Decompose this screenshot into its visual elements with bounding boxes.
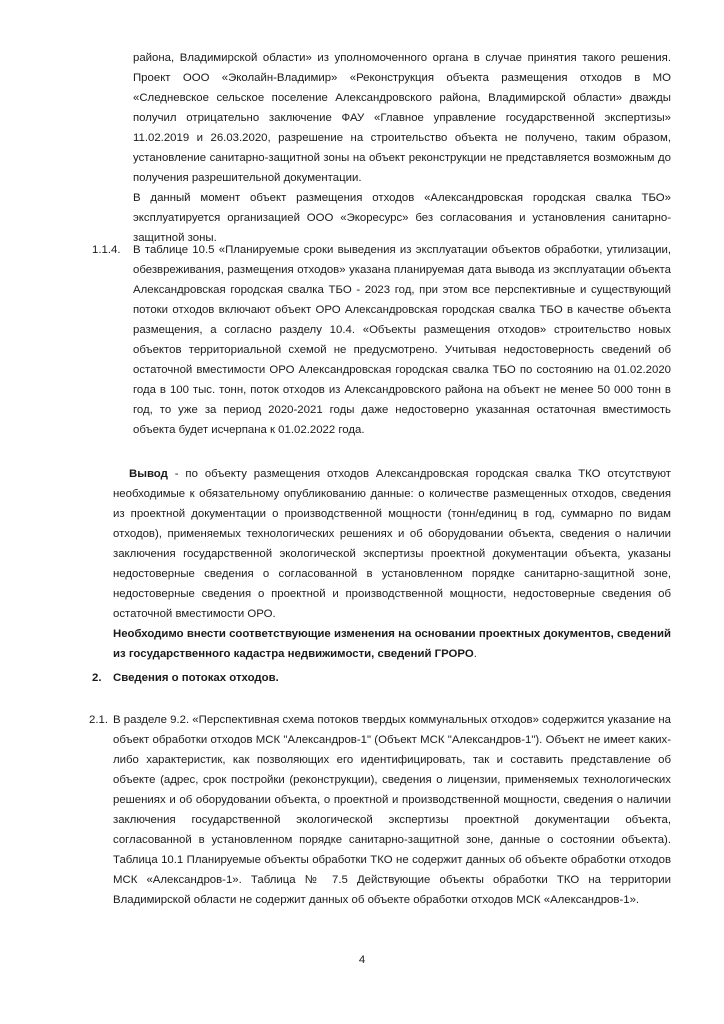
conclusion-bold-text: Необходимо внести соответствующие изменения на основании проектных документов, сведений из государственного кадастра недвижимости, сведений ГРОРО <box>113 628 671 660</box>
conclusion-block <box>113 464 671 664</box>
intro-block <box>133 48 671 248</box>
conclusion-text: - по объекту размещения отходов Александровская городская свалка ТКО отсутствуют необходимые к обязательному опубликованию данные: о количестве размещенных отходов, сведения из проектной документации о производственной мощности (тонн/единиц в год, суммарно по видам отходов), применяемых технологических решениях и об оборудовании объекта, сведения о наличии заключения государственной экологической экспертизы проектной документации объекта, указаны недостоверные сведения о согласованной в установленном порядке санитарно-защитной зоне, недостоверные сведения о проектной и производственной мощности, недостоверные сведения об остаточной вместимости ОРО. <box>113 468 671 620</box>
item-text: В таблице 10.5 «Планируемые сроки выведения из эксплуатации объектов обработки, утилизации, обезвреживания, размещения отходов» указана планируемая дата вывода из эксплуатации объекта Александровская городская свалка ТБО - 2023 год, при этом все перспективные и существующий потоки отходов включают объект ОРО Александровская городская свалка ТБО в качестве объекта размещения, а согласно разделу 10.4. «Объекты размещения отходов» строительство новых объектов территориальной схемой не предусмотрено. Учитывая недостоверность сведений об остаточной вместимости ОРО Александровская городская свалка ТБО по состоянию на 01.02.2020 года в 100 тыс. тонн, поток отходов из Александровского района на объект не менее 50 000 тонн в год, то уже за период 2020-2021 годы даже недостоверно указанная остаточная вместимость объекта будет исчерпана к 01.02.2022 года. <box>133 244 671 436</box>
conclusion-label: Вывод <box>129 468 168 480</box>
conclusion-action <box>113 624 671 664</box>
conclusion-paragraph <box>113 464 671 624</box>
item-text: В разделе 9.2. «Перспективная схема потоков твердых коммунальных отходов» содержится указание на объект обработки отходов МСК "Александров-1" (Объект МСК "Александров-1"). Объект не имеет каких-либо характеристик, как позволяющих его идентифицировать, так и составить представление об объекте (адрес, срок постройки (реконструкции), сведения о лицензии, применяемых технологических решениях и об оборудовании объекта, о проектной и производственной мощности, сведения о наличии заключения государственной экологической экспертизы проектной документации объекта, согласованной в установленном порядке санитарно-защитной зоне, данные о состоянии объекта). Таблица 10.1 Планируемые объекты обработки ТКО не содержит данных об объекте обработки отходов МСК «Александров-1». Таблица № 7.5 Действующие объекты обработки ТКО на территории Владимирской области не содержит данных об объекте обработки отходов МСК «Александров-1». <box>113 714 671 906</box>
section-title: Сведения о потоках отходов. <box>113 672 279 684</box>
conclusion-bold-tail: . <box>473 648 477 660</box>
intro-paragraph-2: В данный момент объект размещения отходов «Александровская городская свалка ТБО» эксплуатируется организацией ООО «Экоресурс» без согласования и установления санитарно-защитной зоны. <box>133 192 671 244</box>
section-number: 2. <box>92 672 102 684</box>
item-number: 2.1. <box>89 714 108 726</box>
item-number: 1.1.4. <box>92 244 121 256</box>
page-number: 4 <box>358 954 366 966</box>
intro-paragraph-1: района, Владимирской области» из уполномоченного органа в случае принятия такого решения. Проект ООО «Эколайн-Владимир» «Реконструкция объекта размещения отходов в МО «Следневское сельское поселение Александровского района, Владимирской области» дважды получил отрицательно заключение ФАУ «Главное управление государственной экспертизы» 11.02.2019 и 26.03.2020, разрешение на строительство объекта не получено, таким образом, установление санитарно-защитной зоны на объект реконструкции не представляется возможным до получения разрешительной документации. <box>133 52 671 184</box>
